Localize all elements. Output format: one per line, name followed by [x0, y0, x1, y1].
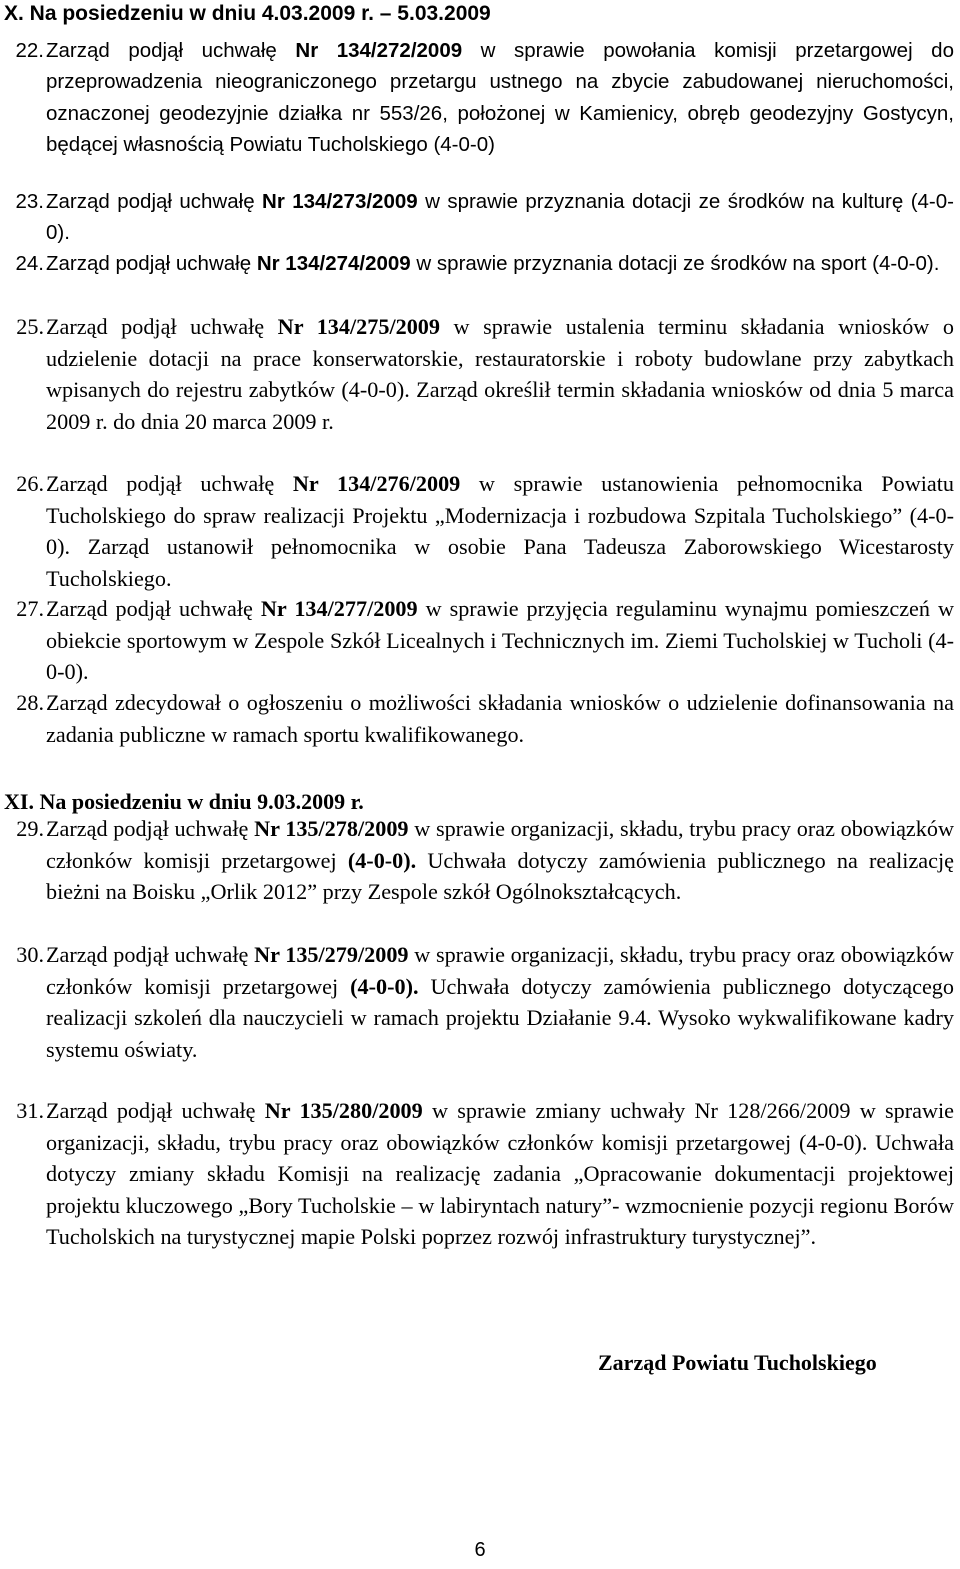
list-item-25: [16, 311, 954, 437]
list-item-29: [16, 813, 955, 908]
list-item-26: [16, 468, 954, 594]
section-heading-x: X. Na posiedzeniu w dniu 4.03.2009 r. – 5.03.2009: [4, 2, 491, 25]
item-number: 24.: [15, 252, 44, 275]
resolution-number: Nr 134/274/2009: [256, 252, 411, 275]
list-item-30: [16, 939, 954, 1065]
item-text: Zarząd podjął uchwałę Nr 135/279/2009 w sprawie organizacji, składu, trybu pracy oraz obowiązków członków komisji przetargowej (4-0-0). Uchwała dotyczy zamówienia publicznego dotyczącego realizacji szkoleń dla nauczycieli w ramach projektu Działanie 9.4. Wysoko wykwalifikowane kadry systemu oświaty.: [46, 942, 954, 1062]
item-number: 25.: [16, 314, 44, 339]
item-number: 26.: [16, 471, 44, 496]
item-text: Zarząd zdecydował o ogłoszeniu o możliwości składania wniosków o udzielenie dofinansowania na zadania publiczne w ramach sportu kwalifikowanego.: [46, 690, 954, 747]
item-text: Zarząd podjął uchwałę Nr 135/280/2009 w sprawie zmiany uchwały Nr 128/266/2009 w sprawie organizacji, składu, trybu pracy oraz obowiązków członków komisji przetargowej (4-0-0). Uchwała dotyczy zmiany składu Komisji na realizację zadania „Opracowanie dokumentacji projektowej projektu kluczowego „Bory Tucholskie – w labiryntach natury”- wzmocnienie pozycji regionu Borów Tucholskich na turystycznej mapie Polski poprzez rozwój infrastruktury turystycznej”.: [46, 1098, 954, 1250]
item-text: Zarząd podjął uchwałę Nr 134/276/2009 w sprawie ustanowienia pełnomocnika Powiatu Tucholskiego do spraw realizacji Projektu „Modernizacja i rozbudowa Szpitala Tucholskiego” (4-0-0). Zarząd ustanowił pełnomocnika w osobie Pana Tadeusza Zaborowskiego Wicestarosty Tucholskiego.: [46, 471, 954, 591]
resolution-number: Nr 134/275/2009: [277, 314, 440, 339]
resolution-number: Nr 134/273/2009: [262, 190, 418, 213]
list-item-24: [15, 248, 954, 279]
item-number: 28.: [16, 690, 44, 715]
resolution-number: Nr 135/279/2009: [254, 942, 409, 967]
item-text: Zarząd podjął uchwałę Nr 134/277/2009 w sprawie przyjęcia regulaminu wynajmu pomieszczeń w obiekcie sportowym w Zespole Szkół Licealnych i Technicznych im. Ziemi Tucholskiej w Tucholi (4-0-0).: [46, 596, 954, 685]
item-number: 30.: [16, 942, 44, 967]
section-heading-xi: XI. Na posiedzeniu w dniu 9.03.2009 r.: [4, 789, 364, 814]
resolution-number: Nr 135/278/2009: [254, 816, 409, 841]
resolution-number: Nr 134/277/2009: [260, 596, 418, 621]
item-number: 29.: [16, 816, 44, 841]
item-text: Zarząd podjął uchwałę Nr 135/278/2009 w sprawie organizacji, składu, trybu pracy oraz obowiązków członków komisji przetargowej (4-0-0). Uchwała dotyczy zamówienia publicznego na realizację bieżni na Boisku „Orlik 2012” przy Zespole szkół Ogólnokształcących.: [46, 816, 955, 905]
list-item-23: [15, 186, 954, 249]
vote-result: (4-0-0).: [347, 847, 417, 873]
page-number: 6: [474, 1539, 486, 1561]
item-text: Zarząd podjął uchwałę Nr 134/273/2009 w sprawie przyznania dotacji ze środków na kulturę (4-0-0).: [46, 190, 954, 245]
item-text: Zarząd podjął uchwałę Nr 134/275/2009 w sprawie ustalenia terminu składania wniosków o udzielenie dotacji na prace konserwatorskie, restauratorskie i roboty budowlane przy zabytkach wpisanych do rejestru zabytków (4-0-0). Zarząd określił termin składania wniosków od dnia 5 marca 2009 r. do dnia 20 marca 2009 r.: [46, 314, 954, 434]
item-number: 27.: [16, 596, 44, 621]
signature: Zarząd Powiatu Tucholskiego: [598, 1350, 877, 1375]
item-number: 31.: [16, 1098, 44, 1123]
item-number: 23.: [15, 190, 44, 213]
item-text: Zarząd podjął uchwałę Nr 134/274/2009 w sprawie przyznania dotacji ze środków na sport (4-0-0).: [46, 252, 940, 275]
resolution-number: Nr 135/280/2009: [264, 1098, 423, 1123]
list-item-31: [16, 1095, 954, 1253]
list-item-22: [15, 35, 954, 161]
resolution-number: Nr 134/276/2009: [292, 471, 461, 496]
vote-result: (4-0-0).: [350, 973, 419, 999]
list-item-27: [16, 593, 954, 688]
resolution-number: Nr 134/272/2009: [295, 39, 463, 62]
item-number: 22.: [15, 39, 44, 62]
item-text: Zarząd podjął uchwałę Nr 134/272/2009 w sprawie powołania komisji przetargowej do przeprowadzenia nieograniczonego przetargu ustnego na zbycie zabudowanej nieruchomości, oznaczonej geodezyjnie działka nr 553/26, położonej w Kamienicy, obręb geodezyjny Gostycyn, będącej własnością Powiatu Tucholskiego (4-0-0): [46, 39, 954, 157]
list-item-28: [16, 687, 954, 750]
